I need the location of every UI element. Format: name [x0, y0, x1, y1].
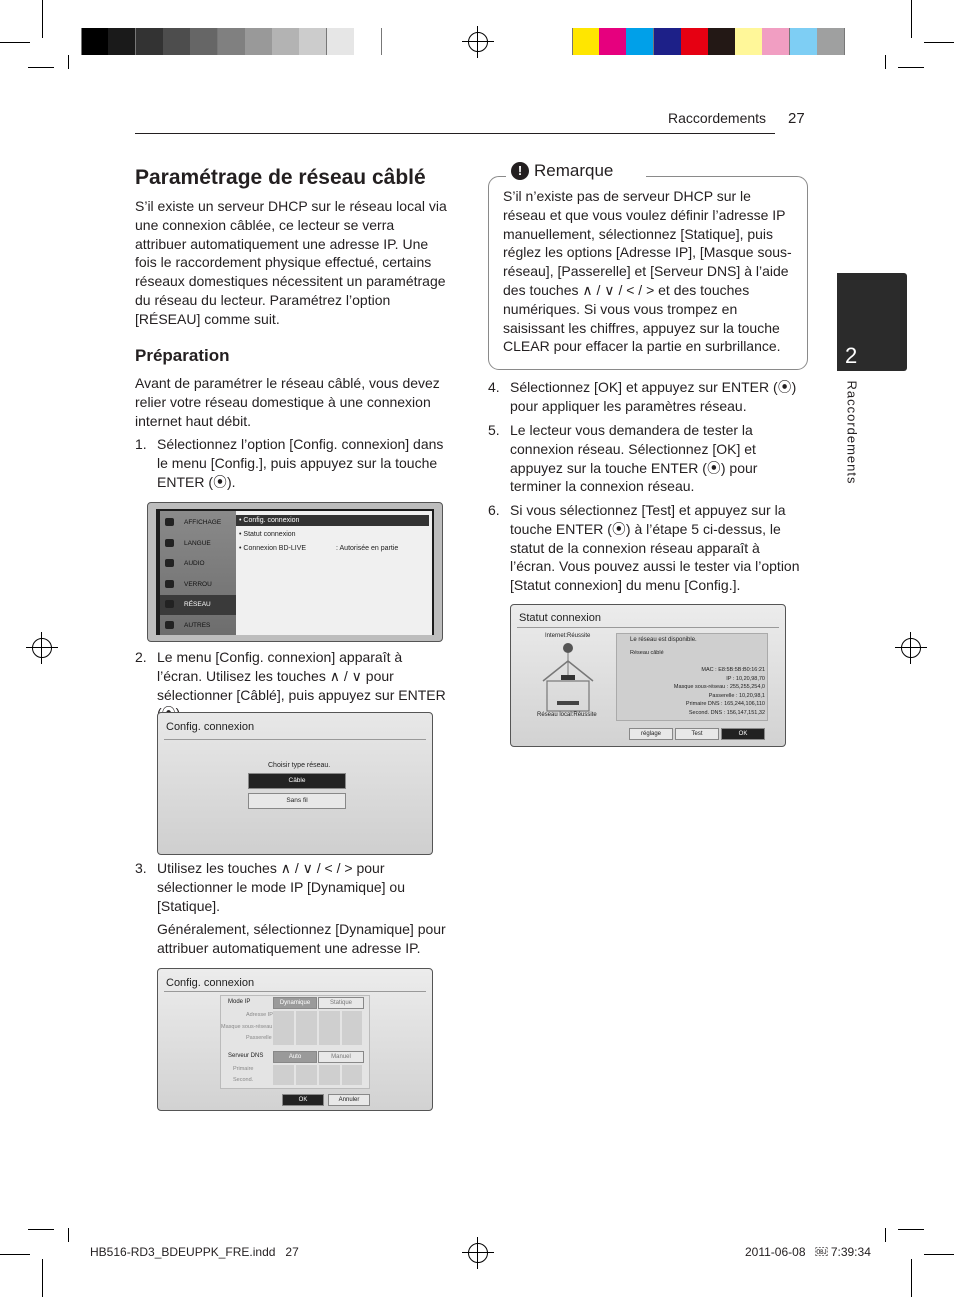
menu-icon [165, 539, 174, 547]
crop-mark [924, 42, 954, 43]
subsection-title: Préparation [135, 346, 230, 365]
section-title: Paramétrage de réseau câblé [135, 166, 426, 189]
color-swatch [735, 28, 763, 55]
screen-divider [517, 627, 779, 628]
color-swatch [599, 28, 627, 55]
player-icon [557, 701, 579, 705]
footer-date: 2011-06-08 ￼ 7:39:34 [745, 1245, 871, 1259]
prep-paragraph: Avant de paramétrer le réseau câblé, vous devez relier votre réseau domestique à une connexion internet haut débit. [135, 375, 440, 429]
step-number: 2. [135, 649, 147, 665]
ip-config-screenshot [157, 968, 433, 1111]
dns-primaire: Primaire [233, 1066, 254, 1072]
crop-mark [42, 1259, 43, 1297]
note-label: Remarque [534, 161, 614, 180]
running-header-section: Raccordements [668, 110, 767, 126]
color-swatch [245, 28, 273, 55]
crop-mark [885, 55, 886, 69]
menu-item-label: VERROU [184, 580, 212, 588]
mode-ip-label: Mode IP [228, 999, 251, 1005]
option-cable: Câble [248, 773, 346, 789]
registration-mark [468, 32, 488, 52]
menu-item-label: RÉSEAU [184, 601, 211, 609]
connection-status-screenshot [510, 604, 786, 747]
color-swatch [572, 28, 601, 55]
globe-icon [563, 643, 573, 653]
color-swatch [681, 28, 709, 55]
color-swatch [299, 28, 327, 55]
status-line-2: Réseau câblé [630, 650, 664, 656]
local-status-label: Réseau local:Réussite [537, 712, 597, 718]
crop-mark [28, 1229, 54, 1230]
crop-mark [0, 42, 30, 43]
status-detail: Passerelle : 10,20,98,1 [708, 692, 765, 699]
ok-button: OK [721, 728, 765, 740]
menu-item [160, 595, 236, 615]
color-swatch [136, 28, 164, 55]
dns-second: Second. [233, 1077, 254, 1083]
footer-file: HB516-RD3_BDEUPPK_FRE.indd 27 [90, 1245, 299, 1259]
menu-icon [165, 518, 174, 526]
menu-icon [165, 600, 174, 608]
registration-mark [468, 1243, 488, 1263]
status-detail: IP : 10,20,98,70 [726, 675, 765, 682]
intro-paragraph: S’il existe un serveur DHCP sur le réseau local via une connexion câblée, ce lecteur se verra attribuer automatiquement une adresse IP. Une fois le raccordement physique effectué, certains réseaux domestiques nécessitent un paramétrage du réseau du lecteur. Paramétrez l’option [RÉSEAU] comme suit. [135, 198, 447, 327]
field-passerelle: Passerelle [246, 1035, 272, 1041]
chapter-label: Raccordements [844, 380, 860, 485]
option-bdlive: • Connexion BD-LIVE [239, 545, 307, 552]
registration-mark [32, 638, 52, 658]
reglage-button: réglage [629, 728, 673, 740]
menu-item-label: AUTRES [184, 622, 211, 629]
screen-title: Config. connexion [166, 977, 255, 989]
menu-sidebar [160, 511, 236, 635]
option-config-connexion: • Config. connexion [239, 517, 300, 524]
step-number: 4. [488, 379, 500, 395]
settings-menu-screenshot [147, 502, 443, 642]
crop-mark [898, 67, 924, 68]
network-type-screenshot [157, 712, 433, 855]
color-swatch [817, 28, 845, 55]
menu-item [160, 534, 236, 554]
annuler-button: Annuler [328, 1094, 370, 1106]
menu-icon [165, 621, 174, 629]
step-3-extra: Généralement, sélectionnez [Dynamique] pour attribuer automatiquement une adresse IP. [157, 921, 446, 956]
color-swatch [163, 28, 191, 55]
screen-title: Statut connexion [519, 612, 601, 624]
color-swatch [218, 28, 246, 55]
option-sans-fil: Sans fil [248, 793, 346, 809]
field-adresse-ip: Adresse IP [246, 1012, 273, 1018]
color-swatch [272, 28, 300, 55]
crop-mark [68, 1228, 69, 1242]
menu-item [160, 554, 236, 574]
menu-item [160, 513, 236, 533]
dns-manuel: Manuel [318, 1051, 364, 1063]
field-masque: Masque sous-réseau [221, 1024, 273, 1030]
status-detail: Second. DNS : 156,147,151,32 [688, 710, 765, 716]
mode-ip-statique: Statique [318, 997, 364, 1009]
step-text: Sélectionnez l’option [Config. connexion] dans le menu [Config.], puis appuyez sur la touche ENTER (⦿). [157, 436, 444, 490]
color-swatch [81, 28, 110, 55]
menu-item-label: AUDIO [184, 560, 205, 568]
step-number: 1. [135, 436, 147, 452]
color-swatch [327, 28, 355, 55]
crop-mark [911, 0, 912, 38]
crop-mark [911, 1259, 912, 1297]
ok-button: OK [282, 1094, 324, 1106]
menu-icon [165, 580, 174, 588]
crop-mark [42, 0, 43, 38]
menu-item [160, 616, 236, 636]
router-icon [561, 675, 575, 680]
menu-options-panel [236, 511, 432, 635]
page-number: 27 [788, 110, 805, 127]
color-swatch [790, 28, 818, 55]
menu-item-label: LANGUE [184, 539, 211, 547]
step-number: 5. [488, 422, 500, 438]
option-statut-connexion: • Statut connexion [239, 531, 296, 538]
color-swatch [708, 28, 736, 55]
crop-mark [898, 1229, 924, 1230]
color-swatch [762, 28, 790, 55]
dns-auto: Auto [273, 1051, 317, 1063]
screen-title: Config. connexion [166, 721, 255, 733]
crop-mark [28, 67, 54, 68]
status-detail: Masque sous-réseau : 255,255,254,0 [673, 684, 765, 691]
color-swatch [654, 28, 682, 55]
step-number: 6. [488, 502, 500, 518]
status-detail: MAC : E8:5B:5B:B0:16:21 [701, 667, 765, 673]
screen-divider [164, 991, 426, 992]
test-button: Test [675, 728, 719, 740]
menu-item [160, 575, 236, 595]
network-prompt: Choisir type réseau. [268, 762, 331, 769]
step-number: 3. [135, 860, 147, 876]
crop-mark [924, 1254, 954, 1255]
note-text: S’il n’existe pas de serveur DHCP sur le réseau et que vous voulez définir l’adresse IP manuellement, sélectionnez [Statique], puis réglez les options [Adresse IP], [Masque sous-réseau], [Passerelle] et [Serveur DNS] à l’aide des touches ∧ / ∨ / < / > et des touches numériques. Si vous vous trompez en saisissant les chiffres, appuyez sur la touche CLEAR pour effacer la partie en surbrillance. [503, 188, 792, 355]
color-swatch [626, 28, 654, 55]
step-text: Sélectionnez [OK] et appuyez sur ENTER (⦿) pour appliquer les paramètres réseau. [510, 379, 797, 414]
dns-label: Serveur DNS [228, 1053, 264, 1059]
step-text: Le lecteur vous demandera de tester la connexion réseau. Sélectionnez [OK] et appuyez sur la touche ENTER (⦿) pour terminer la connexion réseau. [510, 422, 758, 495]
exclamation-icon: ! [511, 162, 529, 180]
internet-status-label: Internet:Réussite [545, 633, 591, 639]
step-text: Le menu [Config. connexion] apparaît à l’écran. Utilisez les touches ∧ / ∨ pour sélectionner [Câblé], puis appuyez sur ENTER [157, 649, 446, 703]
status-detail: Primaire DNS : 165,244,106,110 [685, 701, 765, 708]
step-text: Utilisez les touches ∧ / ∨ / < / > pour sélectionner le mode IP [Dynamique] ou [Statique]. [157, 860, 405, 914]
registration-mark [901, 638, 921, 658]
screen-divider [164, 739, 426, 740]
crop-mark [0, 1254, 30, 1255]
color-swatch [108, 28, 136, 55]
menu-icon [165, 559, 174, 567]
house-network-diagram [539, 641, 609, 713]
menu-item-label: AFFICHAGE [184, 519, 222, 526]
step-text: Si vous sélectionnez [Test] et appuyez sur la touche ENTER (⦿) à l’étape 5 ci-dessus, le statut de la connexion réseau apparaît à l’écran. Vous pouvez aussi le tester via l’option [Statut connexion] du menu [Config.]. [510, 502, 800, 594]
dns-digit-fields [273, 1065, 362, 1085]
mode-ip-dynamique: Dynamique [273, 997, 317, 1009]
header-rule [135, 133, 775, 134]
crop-mark [68, 55, 69, 69]
color-swatch [190, 28, 218, 55]
ip-digit-fields [273, 1011, 362, 1045]
color-swatch [354, 28, 382, 55]
status-line-1: Le réseau est disponible. [630, 637, 697, 643]
chapter-number: 2 [845, 343, 858, 368]
bdlive-value: : Autorisée en partie [336, 545, 399, 552]
crop-mark [885, 1228, 886, 1242]
